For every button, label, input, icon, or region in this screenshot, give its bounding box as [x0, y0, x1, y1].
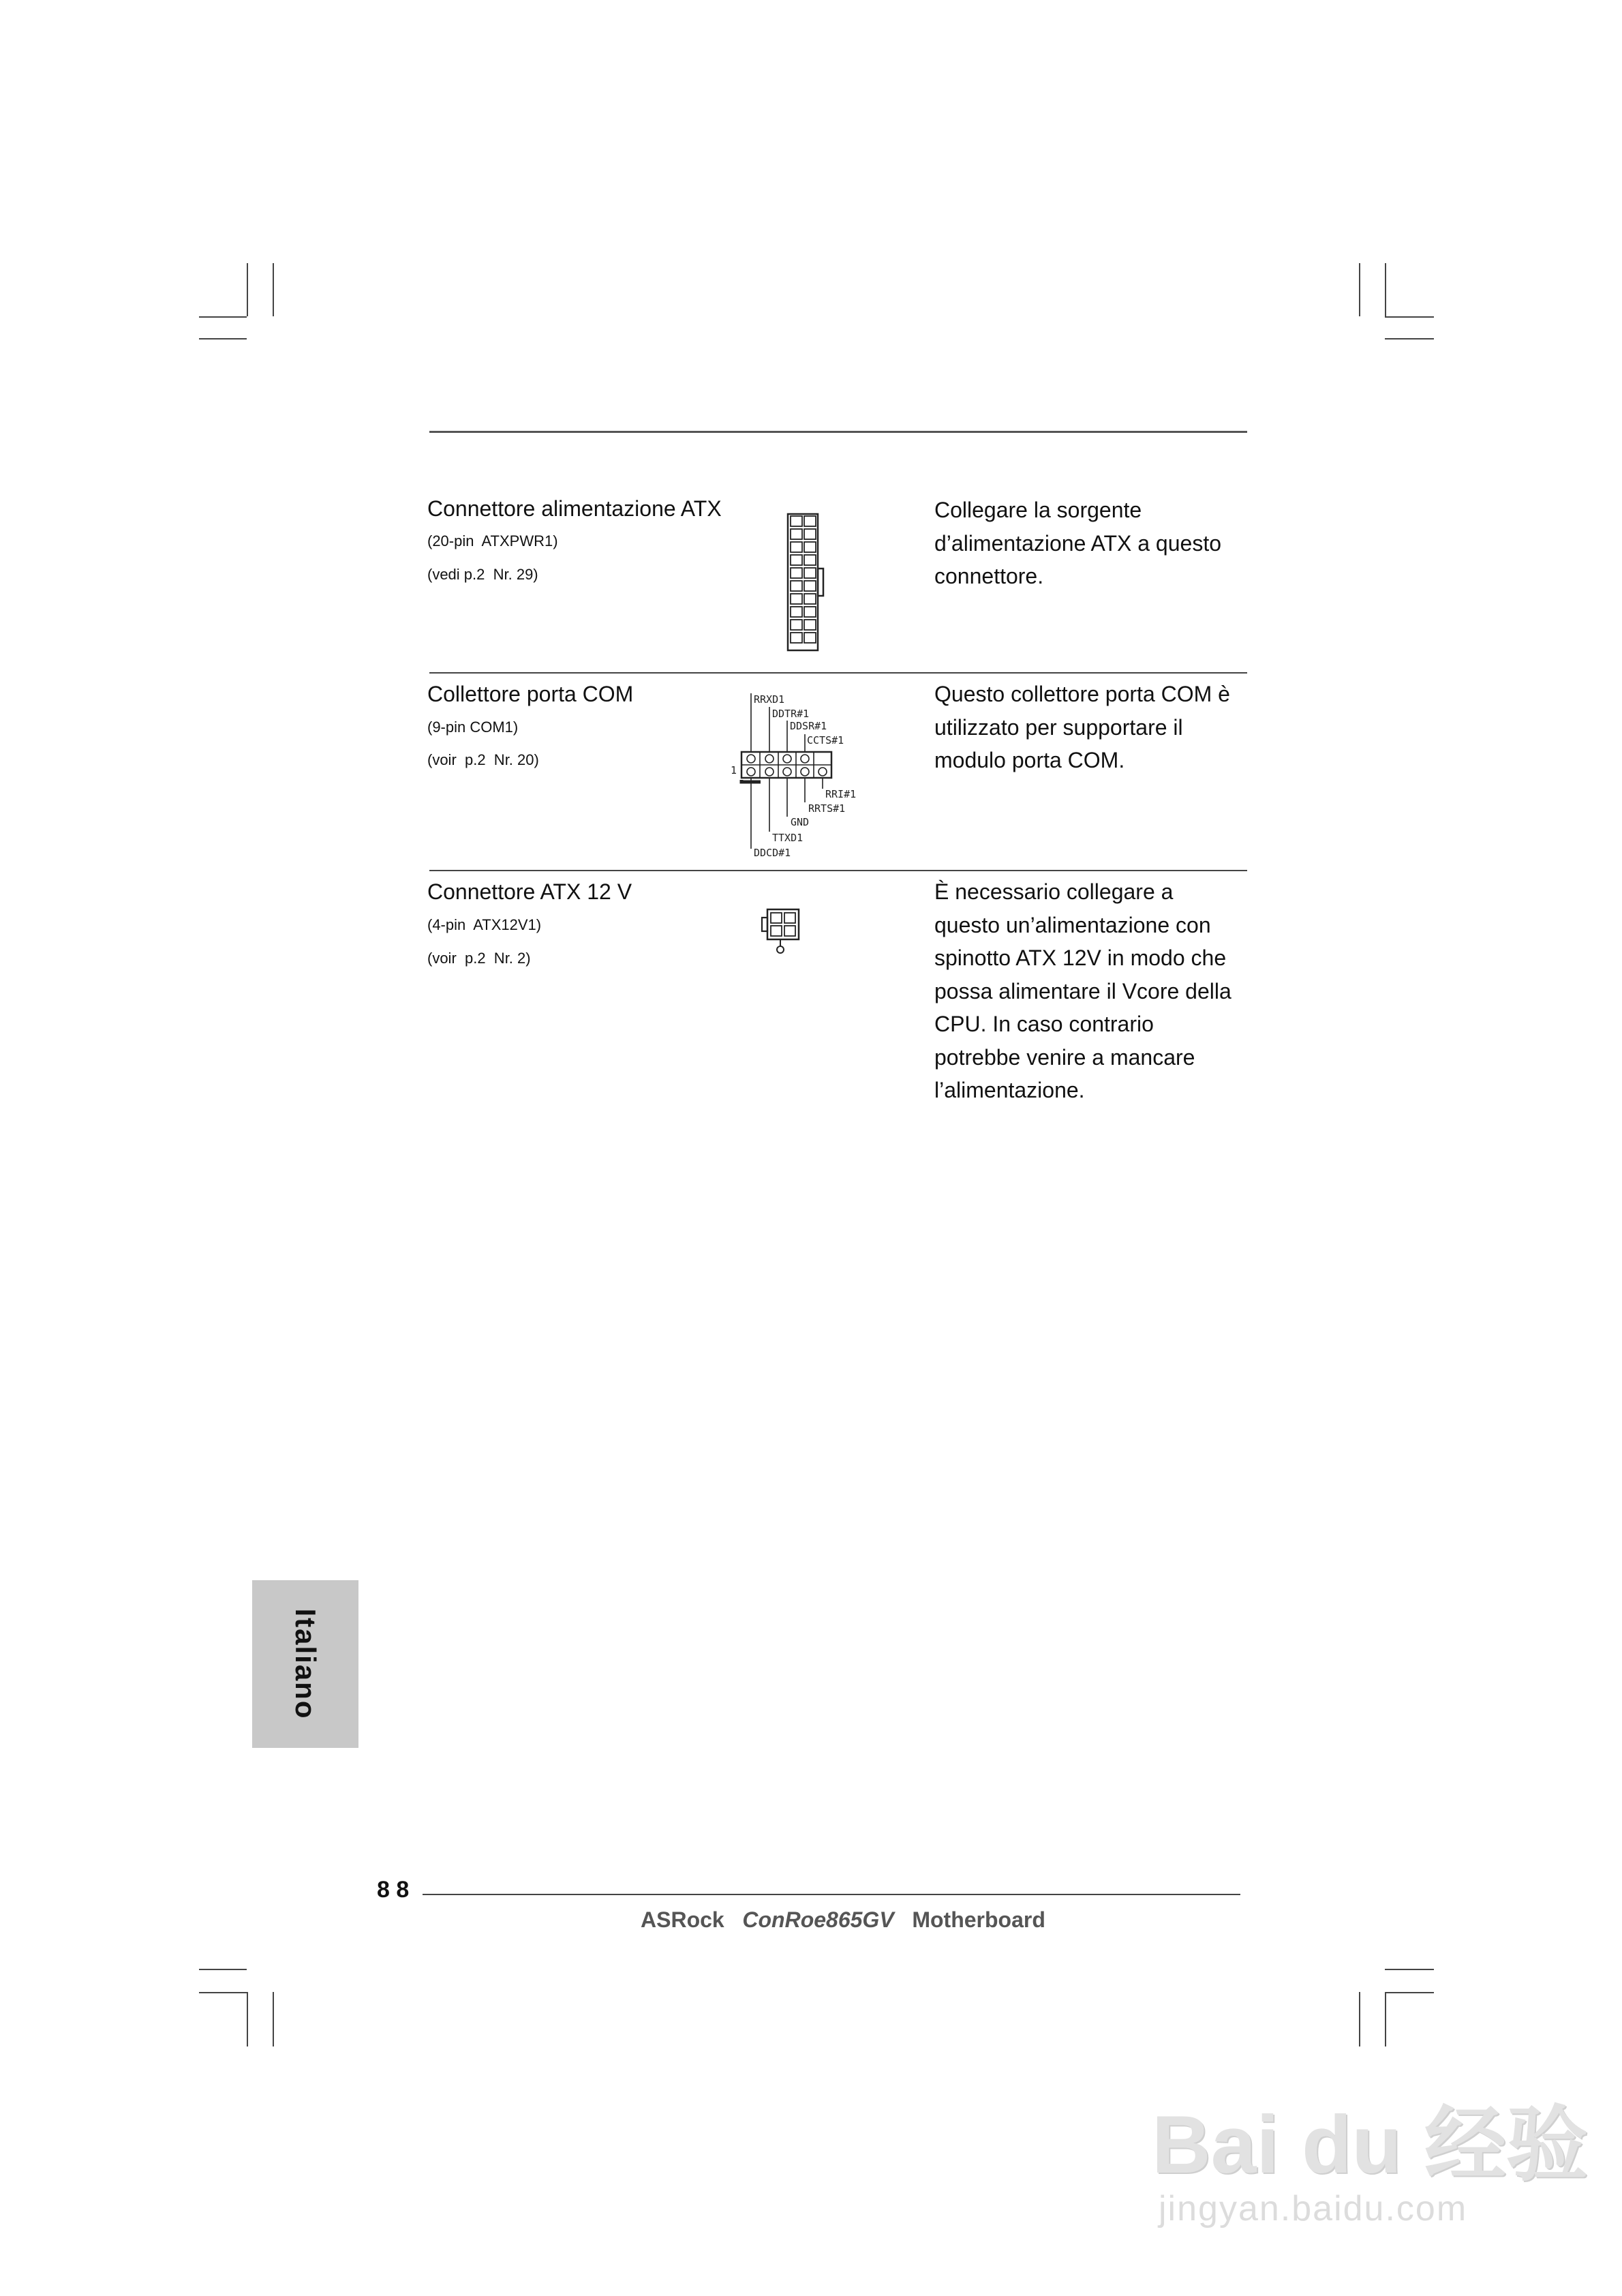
- section-description: È necessario collegare a questo un’alimentazione con spinotto ATX 12V in modo che possa alimentare il Vcore della CPU. In caso contrario potrebbe venire a mancare l’alimentazione.: [934, 879, 1231, 1102]
- footer-product-name: [641, 1907, 1045, 1933]
- section-description: Questo collettore porta COM è utilizzato per supportare il modulo porta COM.: [934, 682, 1230, 772]
- header-rule: [429, 431, 1247, 433]
- pin-label-rrxd1: RRXD1: [754, 693, 785, 706]
- pin-label-rri1: RRI#1: [825, 788, 857, 800]
- pin-one-marker: 1: [731, 764, 737, 776]
- section-description: Collegare la sorgente d’alimentazione ATX a questo connettore.: [934, 498, 1221, 588]
- pin-spec: (4-pin ATX12V1): [427, 916, 542, 933]
- section-divider: [429, 870, 1247, 871]
- footer-suffix: Motherboard: [912, 1907, 1045, 1932]
- page-number: 8 8: [377, 1877, 410, 1903]
- page-reference: (voir p.2 Nr. 20): [427, 751, 539, 768]
- pin-spec: (20-pin ATXPWR1): [427, 532, 558, 549]
- section-divider: [429, 672, 1247, 674]
- pin-label-ddsr1: DDSR#1: [790, 720, 827, 732]
- pin-label-ccts1: CCTS#1: [807, 734, 844, 746]
- pin-label-ddcd1: DDCD#1: [754, 847, 791, 859]
- pin-label-gnd: GND: [791, 816, 810, 828]
- pin-spec: (9-pin COM1): [427, 719, 519, 736]
- baidu-watermark-logo: Bai du 经验: [1152, 2099, 1589, 2190]
- com-9pin-header-diagram: [722, 685, 872, 869]
- atx-20pin-connector-diagram: [784, 510, 831, 654]
- atx12v-4pin-connector-diagram: [759, 907, 803, 957]
- footer-rule: [423, 1894, 1240, 1895]
- pin-label-rrts1: RRTS#1: [808, 802, 846, 815]
- footer-model: ConRoe865GV: [742, 1907, 894, 1932]
- language-label: Italiano: [290, 1608, 322, 1720]
- pin-label-ttxd1: TTXD1: [772, 832, 804, 844]
- section-title: Connettore ATX 12 V: [427, 879, 632, 904]
- pin-label-ddtr1: DDTR#1: [772, 708, 810, 720]
- footer-brand: ASRock: [641, 1907, 724, 1932]
- section-title: Collettore porta COM: [427, 682, 634, 706]
- page-reference: (vedi p.2 Nr. 29): [427, 566, 538, 583]
- section-title: Connettore alimentazione ATX: [427, 496, 722, 521]
- page-reference: (voir p.2 Nr. 2): [427, 950, 531, 967]
- language-side-tab: [252, 1580, 358, 1748]
- baidu-watermark-url: jingyan.baidu.com: [1159, 2189, 1468, 2229]
